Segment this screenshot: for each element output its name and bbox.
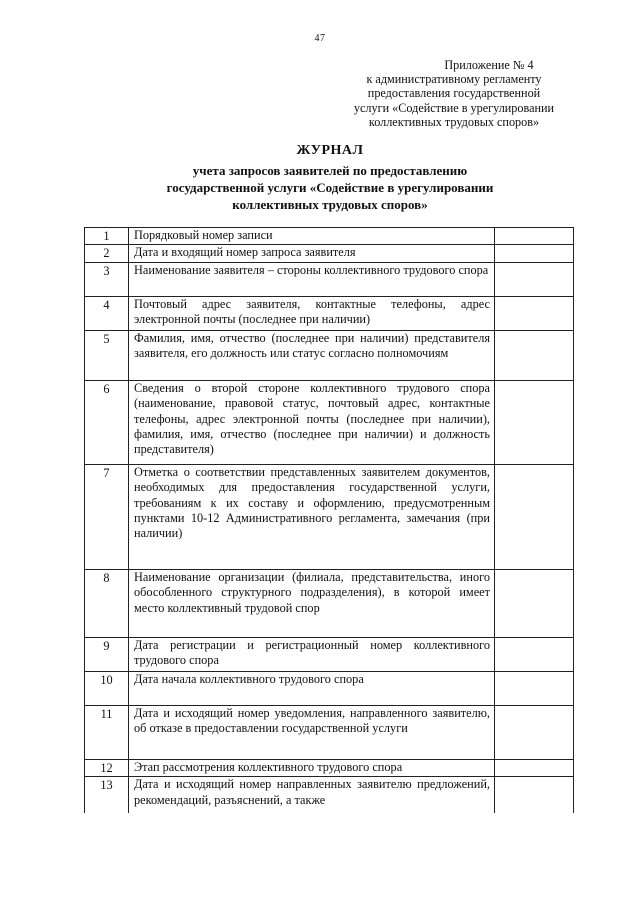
row-value-cell [495,245,574,262]
row-number: 3 [85,262,129,296]
row-number: 7 [85,464,129,569]
appendix-line: к административному регламенту [366,72,542,87]
row-description: Дата регистрации и регистрационный номер коллективного трудового спора [129,637,495,671]
row-description: Сведения о второй стороне коллективного трудового спора (наименование, правовой статус, почтовый адрес, контактные телефоны, адрес электронной почты (последнее при наличии), фамилия, имя, отчество (последнее при наличии) и должность представителя) [129,380,495,464]
table-row [85,671,574,705]
appendix-line: услуги «Содействие в урегулировании [353,100,555,115]
table-row [85,330,574,380]
row-number: 1 [85,228,129,245]
row-value-cell [495,228,574,245]
row-description: Почтовый адрес заявителя, контактные телефоны, адрес электронной почты (последнее при наличии) [129,296,495,330]
row-number: 5 [85,330,129,380]
row-description: Дата и исходящий номер направленных заявителю предложений, рекомендаций, разъяснений, а также [129,777,495,813]
row-description: Этап рассмотрения коллективного трудового спора [129,759,495,776]
table-row [85,759,574,776]
row-description: Отметка о соответствии представленных заявителем документов, необходимых для предоставления государственной услуги, требованиям к их составу и оформлению, предусмотренным пунктами 10-12 Административного регламента, замечания (при наличии) [129,464,495,569]
row-value-cell [495,380,574,464]
table-row [85,705,574,759]
row-value-cell [495,464,574,569]
row-number: 13 [85,777,129,813]
row-description: Дата и входящий номер запроса заявителя [129,245,495,262]
row-description: Порядковый номер записи [129,228,495,245]
row-number: 2 [85,245,129,262]
title-main: ЖУРНАЛ [296,143,364,158]
table-row [85,262,574,296]
title-subtitle-line: государственной услуги «Содействие в урегулировании [166,180,494,195]
journal-table [84,227,574,813]
row-value-cell [495,671,574,705]
appendix-line: коллективных трудовых споров» [368,114,540,129]
row-value-cell [495,759,574,776]
page-number: 47 [314,33,326,44]
title-subtitle-line: коллективных трудовых споров» [232,197,428,212]
row-value-cell [495,569,574,637]
row-value-cell [495,777,574,813]
row-value-cell [495,705,574,759]
row-value-cell [495,637,574,671]
table-row [85,637,574,671]
row-value-cell [495,330,574,380]
row-number: 6 [85,380,129,464]
row-value-cell [495,296,574,330]
row-description: Наименование заявителя – стороны коллективного трудового спора [129,262,495,296]
row-number: 8 [85,569,129,637]
table-row [85,464,574,569]
row-description: Дата и исходящий номер уведомления, направленного заявителю, об отказе в предоставлении государственной услуги [129,705,495,759]
table-row [85,228,574,245]
document-title [100,142,560,213]
row-number: 11 [85,705,129,759]
table-row [85,245,574,262]
table-row [85,380,574,464]
row-number: 10 [85,671,129,705]
row-description: Наименование организации (филиала, представительства, иного обособленного структурного подразделения), в которой имеет место коллективный трудовой спор [129,569,495,637]
row-description: Фамилия, имя, отчество (последнее при наличии) представителя заявителя, его должность или статус согласно полномочиям [129,330,495,380]
row-description: Дата начала коллективного трудового спора [129,671,495,705]
row-number: 4 [85,296,129,330]
table-row [85,296,574,330]
appendix-heading [318,58,590,129]
appendix-line: Приложение № 4 [444,58,534,72]
table-row [85,569,574,637]
title-subtitle-line: учета запросов заявителей по предоставлению [192,163,468,178]
row-number: 9 [85,637,129,671]
appendix-line: предоставления государственной [367,86,541,101]
row-value-cell [495,262,574,296]
row-number: 12 [85,759,129,776]
table-row [85,777,574,813]
